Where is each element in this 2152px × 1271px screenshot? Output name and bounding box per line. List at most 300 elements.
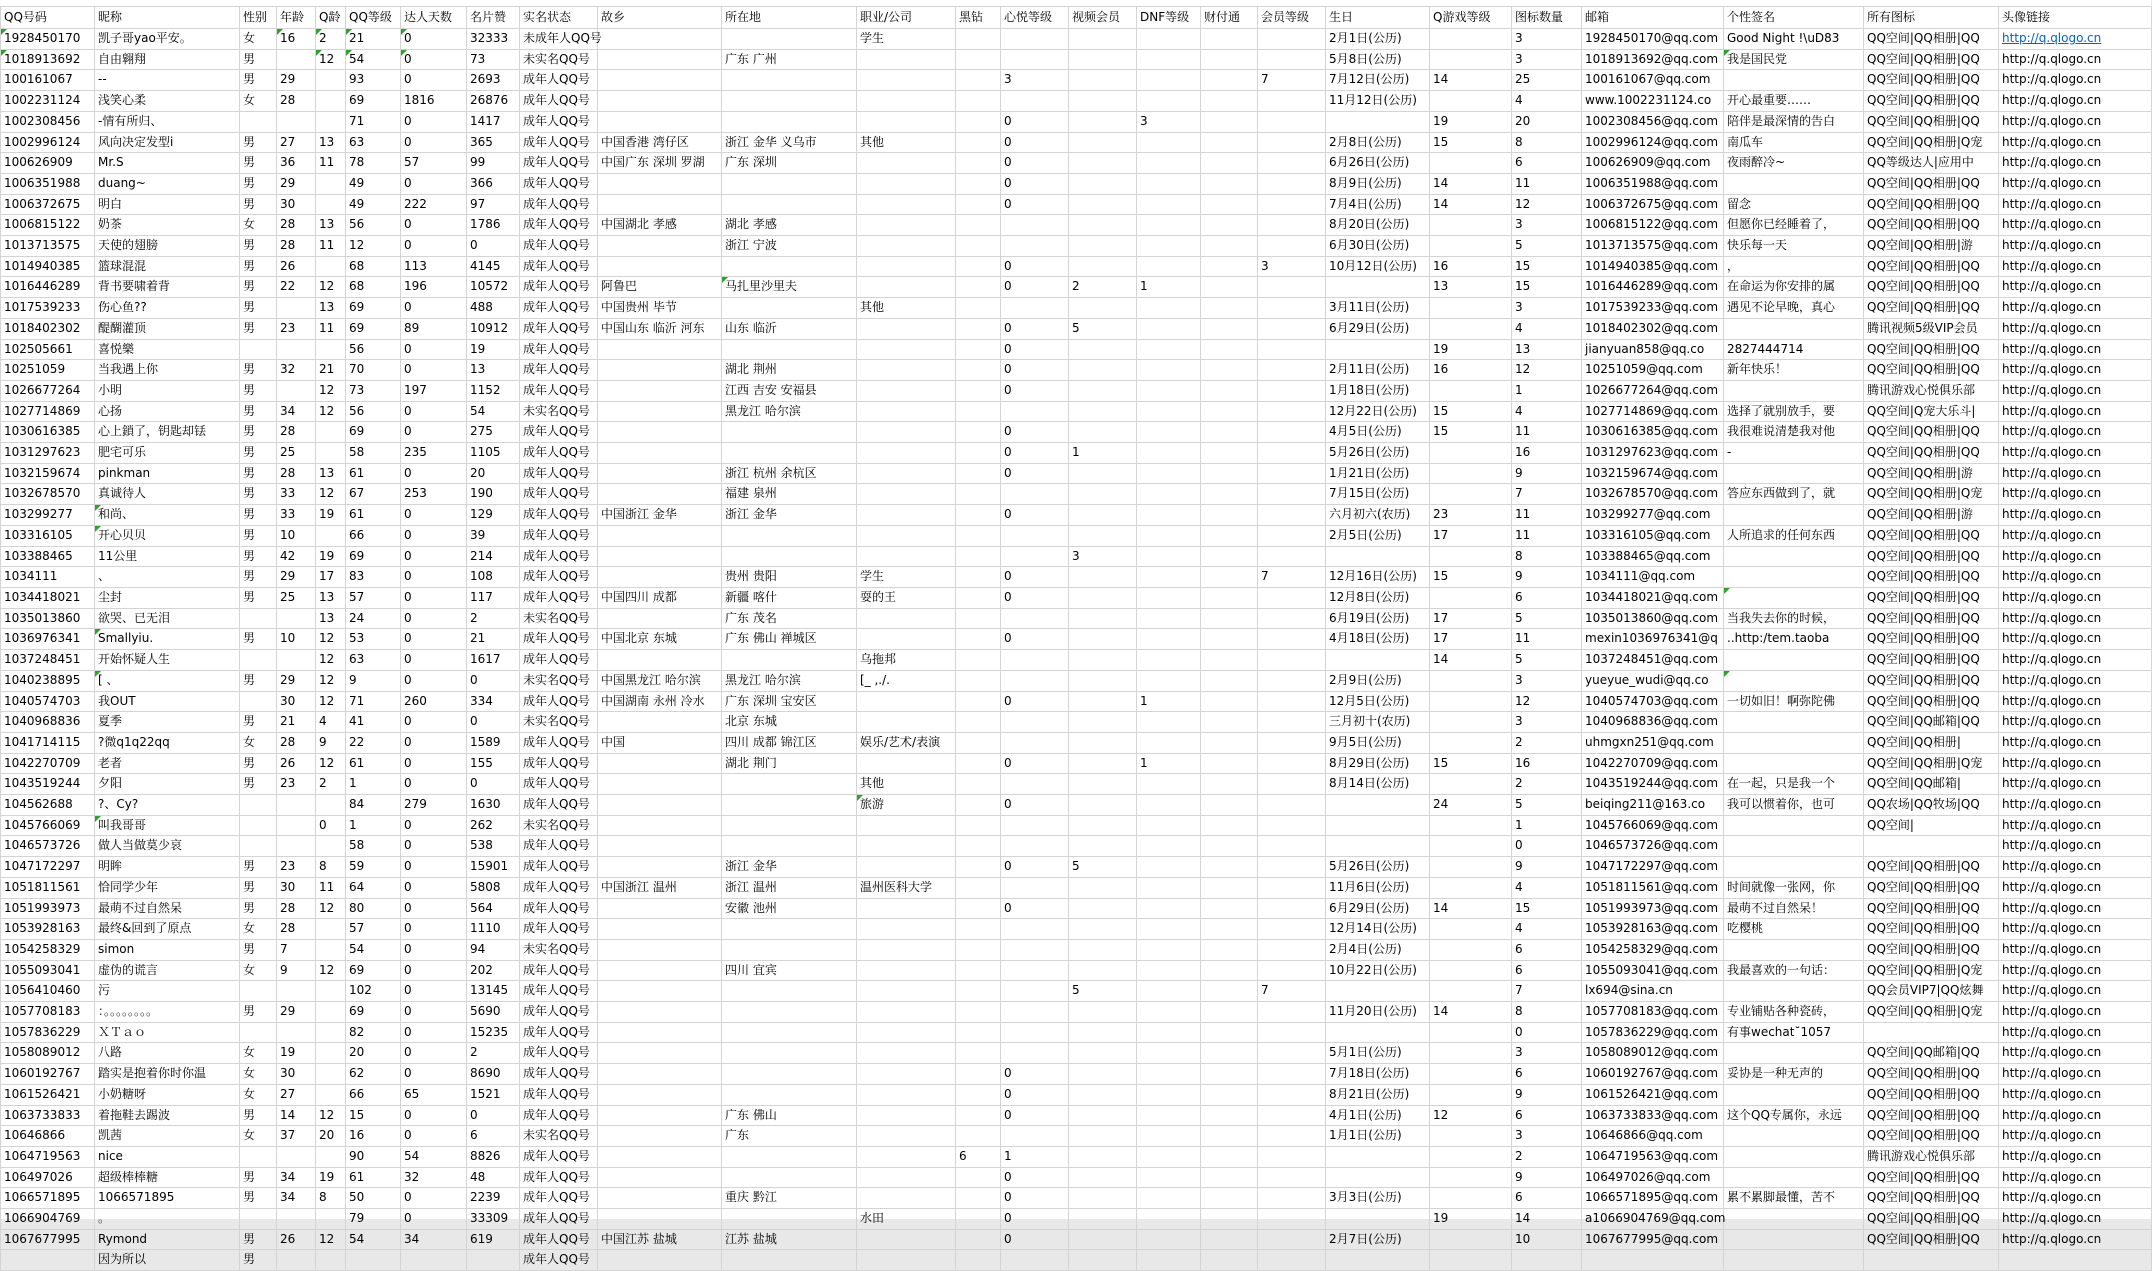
cell-icons[interactable]: QQ空间|QQ相册|QQ [1864,339,1999,360]
cell-location[interactable] [722,173,857,194]
cell-vip[interactable] [1258,49,1326,70]
cell-gender[interactable]: 男 [240,546,277,567]
cell-job[interactable] [857,443,956,464]
cell-avatar[interactable]: http://q.qlogo.cn [1999,691,2152,712]
cell-dnf[interactable] [1137,484,1201,505]
cell-hometown[interactable] [598,256,722,277]
cell-iconcount[interactable]: 12 [1512,194,1582,215]
cell-daren[interactable]: 0 [401,401,467,422]
cell-job[interactable] [857,608,956,629]
cell-video[interactable] [1069,877,1137,898]
cell-age[interactable]: 28 [277,463,316,484]
cell-hometown[interactable] [598,525,722,546]
cell-tenpay[interactable] [1201,401,1258,422]
cell-realname[interactable]: 成年人QQ号 [520,1084,598,1105]
cell-likes[interactable]: 366 [467,173,520,194]
cell-daren[interactable]: 57 [401,153,467,174]
cell-email[interactable]: 1054258329@qq.com [1582,939,1724,960]
cell-level[interactable]: 61 [346,463,401,484]
cell-likes[interactable]: 262 [467,815,520,836]
cell-birthday[interactable]: 8月14日(公历) [1326,774,1430,795]
cell-blackdiamond[interactable] [956,1064,1001,1085]
cell-daren[interactable]: 0 [401,215,467,236]
cell-likes[interactable]: 5690 [467,1002,520,1023]
cell-qage[interactable]: 17 [316,567,346,588]
cell-dnf[interactable] [1137,815,1201,836]
cell-job[interactable] [857,815,956,836]
cell-xinyue[interactable] [1001,215,1069,236]
cell-vip[interactable] [1258,712,1326,733]
cell-nick[interactable]: Mr.S [95,153,240,174]
cell-qgame[interactable] [1430,1229,1512,1250]
cell-location[interactable]: 广东 [722,1126,857,1147]
cell-location[interactable] [722,1002,857,1023]
cell-tenpay[interactable] [1201,91,1258,112]
cell-daren[interactable]: 0 [401,587,467,608]
cell-video[interactable] [1069,380,1137,401]
cell-tenpay[interactable] [1201,1084,1258,1105]
cell-qgame[interactable]: 16 [1430,360,1512,381]
cell-realname[interactable]: 成年人QQ号 [520,215,598,236]
cell-gender[interactable]: 男 [240,567,277,588]
column-header-icons[interactable]: 所有图标 [1864,7,1999,29]
cell-realname[interactable]: 成年人QQ号 [520,1043,598,1064]
cell-vip[interactable] [1258,525,1326,546]
cell-level[interactable]: 70 [346,360,401,381]
cell-job[interactable] [857,422,956,443]
cell-vip[interactable] [1258,111,1326,132]
cell-qage[interactable]: 12 [316,629,346,650]
cell-vip[interactable] [1258,732,1326,753]
cell-job[interactable] [857,898,956,919]
cell-qgame[interactable] [1430,215,1512,236]
cell-video[interactable] [1069,173,1137,194]
cell-gender[interactable]: 男 [240,629,277,650]
cell-video[interactable] [1069,815,1137,836]
cell-hometown[interactable] [598,484,722,505]
cell-location[interactable]: 黑龙江 哈尔滨 [722,670,857,691]
cell-video[interactable] [1069,732,1137,753]
cell-daren[interactable]: 0 [401,525,467,546]
cell-iconcount[interactable]: 7 [1512,484,1582,505]
cell-hometown[interactable] [598,360,722,381]
cell-video[interactable] [1069,401,1137,422]
cell-age[interactable]: 28 [277,236,316,257]
cell-hometown[interactable] [598,567,722,588]
cell-icons[interactable]: QQ空间|QQ相册|QQ [1864,1105,1999,1126]
cell-daren[interactable]: 0 [401,1064,467,1085]
cell-iconcount[interactable] [1512,1250,1582,1271]
cell-dnf[interactable]: 3 [1137,111,1201,132]
cell-tenpay[interactable] [1201,360,1258,381]
cell-location[interactable]: 浙江 杭州 余杭区 [722,463,857,484]
cell-qq[interactable]: 1051993973 [1,898,95,919]
cell-qage[interactable]: 13 [316,215,346,236]
cell-realname[interactable]: 成年人QQ号 [520,1105,598,1126]
cell-blackdiamond[interactable] [956,49,1001,70]
cell-signature[interactable] [1724,712,1864,733]
cell-iconcount[interactable]: 5 [1512,650,1582,671]
cell-avatar[interactable]: http://q.qlogo.cn [1999,1043,2152,1064]
cell-level[interactable]: 73 [346,380,401,401]
cell-birthday[interactable]: 8月29日(公历) [1326,753,1430,774]
cell-icons[interactable]: QQ空间|QQ相册|QQ [1864,629,1999,650]
cell-qage[interactable] [316,422,346,443]
cell-hometown[interactable] [598,463,722,484]
cell-hometown[interactable] [598,1250,722,1271]
cell-job[interactable]: 其他 [857,298,956,319]
cell-qage[interactable] [316,1146,346,1167]
cell-nick[interactable]: 凯子哥yao平安。 [95,29,240,50]
cell-video[interactable] [1069,650,1137,671]
cell-gender[interactable]: 男 [240,857,277,878]
cell-realname[interactable]: 成年人QQ号 [520,1209,598,1230]
cell-signature[interactable] [1724,1250,1864,1271]
cell-icons[interactable]: QQ空间|QQ相册|QQ [1864,919,1999,940]
cell-location[interactable]: 福建 泉州 [722,484,857,505]
column-header-daren[interactable]: 达人天数 [401,7,467,29]
cell-signature[interactable] [1724,836,1864,857]
cell-icons[interactable]: QQ空间|QQ相册|QQ [1864,650,1999,671]
cell-gender[interactable]: 男 [240,422,277,443]
cell-hometown[interactable] [598,1105,722,1126]
cell-iconcount[interactable]: 6 [1512,939,1582,960]
cell-tenpay[interactable] [1201,546,1258,567]
cell-qage[interactable]: 12 [316,484,346,505]
cell-gender[interactable] [240,836,277,857]
cell-avatar[interactable]: http://q.qlogo.cn [1999,732,2152,753]
cell-xinyue[interactable]: 0 [1001,360,1069,381]
cell-email[interactable]: 1018402302@qq.com [1582,318,1724,339]
cell-age[interactable] [277,298,316,319]
cell-signature[interactable]: 当我失去你的时候， [1724,608,1864,629]
cell-qage[interactable]: 8 [316,857,346,878]
cell-qq[interactable]: 1056410460 [1,981,95,1002]
cell-job[interactable] [857,525,956,546]
cell-email[interactable]: 1040968836@qq.com [1582,712,1724,733]
cell-qage[interactable]: 2 [316,774,346,795]
cell-location[interactable] [722,1064,857,1085]
cell-location[interactable] [722,70,857,91]
cell-signature[interactable]: 人所追求的任何东西 [1724,525,1864,546]
cell-nick[interactable]: 心上鎖了，钥匙却铥 [95,422,240,443]
cell-birthday[interactable]: 8月20日(公历) [1326,215,1430,236]
cell-iconcount[interactable]: 11 [1512,629,1582,650]
cell-birthday[interactable] [1326,650,1430,671]
cell-email[interactable]: 1017539233@qq.com [1582,298,1724,319]
cell-gender[interactable]: 男 [240,525,277,546]
cell-gender[interactable]: 男 [240,1229,277,1250]
cell-signature[interactable] [1724,1084,1864,1105]
cell-qq[interactable]: 1058089012 [1,1043,95,1064]
cell-email[interactable]: uhmgxn251@qq.com [1582,732,1724,753]
cell-qq[interactable]: 1063733833 [1,1105,95,1126]
cell-hometown[interactable] [598,836,722,857]
cell-signature[interactable]: Good Night !\uD83 [1724,29,1864,50]
cell-hometown[interactable] [598,29,722,50]
cell-birthday[interactable]: 4月1日(公历) [1326,1105,1430,1126]
cell-gender[interactable]: 男 [240,1167,277,1188]
cell-video[interactable] [1069,484,1137,505]
cell-qage[interactable]: 12 [316,691,346,712]
cell-daren[interactable]: 0 [401,670,467,691]
cell-video[interactable]: 2 [1069,277,1137,298]
cell-xinyue[interactable] [1001,1126,1069,1147]
cell-level[interactable]: 66 [346,525,401,546]
cell-daren[interactable]: 1816 [401,91,467,112]
cell-video[interactable] [1069,525,1137,546]
cell-blackdiamond[interactable] [956,422,1001,443]
cell-qage[interactable] [316,70,346,91]
cell-xinyue[interactable]: 0 [1001,1064,1069,1085]
cell-age[interactable]: 30 [277,194,316,215]
cell-daren[interactable]: 65 [401,1084,467,1105]
cell-qgame[interactable]: 19 [1430,111,1512,132]
cell-age[interactable]: 14 [277,1105,316,1126]
cell-qq[interactable]: 1051811561 [1,877,95,898]
cell-likes[interactable]: 1152 [467,380,520,401]
cell-realname[interactable]: 成年人QQ号 [520,919,598,940]
cell-vip[interactable] [1258,650,1326,671]
cell-nick[interactable]: 肥宅可乐 [95,443,240,464]
cell-email[interactable]: 1006372675@qq.com [1582,194,1724,215]
cell-tenpay[interactable] [1201,877,1258,898]
cell-dnf[interactable] [1137,194,1201,215]
cell-icons[interactable]: QQ空间|QQ相册|QQ [1864,877,1999,898]
cell-realname[interactable]: 成年人QQ号 [520,857,598,878]
cell-daren[interactable]: 32 [401,1167,467,1188]
cell-level[interactable]: 24 [346,608,401,629]
cell-level[interactable]: 82 [346,1022,401,1043]
cell-email[interactable]: 1035013860@qq.com [1582,608,1724,629]
cell-age[interactable]: 10 [277,629,316,650]
cell-hometown[interactable]: 阿鲁巴 [598,277,722,298]
cell-hometown[interactable] [598,236,722,257]
cell-blackdiamond[interactable] [956,1043,1001,1064]
cell-qq[interactable]: 103388465 [1,546,95,567]
cell-video[interactable] [1069,1250,1137,1271]
cell-icons[interactable]: QQ空间|QQ邮箱|QQ [1864,1043,1999,1064]
cell-birthday[interactable]: 7月12日(公历) [1326,70,1430,91]
cell-level[interactable]: 1 [346,815,401,836]
cell-likes[interactable]: 48 [467,1167,520,1188]
cell-birthday[interactable] [1326,815,1430,836]
cell-gender[interactable]: 男 [240,670,277,691]
cell-iconcount[interactable]: 9 [1512,1167,1582,1188]
cell-email[interactable]: 1066571895@qq.com [1582,1188,1724,1209]
cell-vip[interactable] [1258,132,1326,153]
cell-nick[interactable]: 污 [95,981,240,1002]
cell-email[interactable]: 1063733833@qq.com [1582,1105,1724,1126]
cell-birthday[interactable]: 6月26日(公历) [1326,153,1430,174]
cell-icons[interactable]: QQ空间|QQ相册|QQ [1864,29,1999,50]
cell-qq[interactable]: 1014940385 [1,256,95,277]
cell-nick[interactable]: ＸＴａｏ [95,1022,240,1043]
cell-realname[interactable]: 成年人QQ号 [520,91,598,112]
cell-xinyue[interactable]: 0 [1001,505,1069,526]
cell-age[interactable]: 26 [277,753,316,774]
cell-signature[interactable]: 最萌不过自然呆！ [1724,898,1864,919]
cell-vip[interactable] [1258,1064,1326,1085]
cell-nick[interactable]: 篮球混混 [95,256,240,277]
cell-qq[interactable]: 1055093041 [1,960,95,981]
cell-likes[interactable]: 108 [467,567,520,588]
cell-xinyue[interactable] [1001,1250,1069,1271]
cell-location[interactable]: 安徽 池州 [722,898,857,919]
cell-icons[interactable]: QQ空间|QQ相册|Q宠 [1864,960,1999,981]
cell-email[interactable]: jianyuan858@qq.co [1582,339,1724,360]
cell-xinyue[interactable] [1001,401,1069,422]
cell-gender[interactable] [240,1209,277,1230]
cell-xinyue[interactable]: 0 [1001,194,1069,215]
cell-avatar[interactable]: http://q.qlogo.cn [1999,463,2152,484]
cell-icons[interactable]: QQ空间|QQ邮箱| [1864,774,1999,795]
cell-vip[interactable] [1258,1084,1326,1105]
cell-tenpay[interactable] [1201,111,1258,132]
cell-blackdiamond[interactable] [956,732,1001,753]
cell-avatar[interactable]: http://q.qlogo.cn [1999,587,2152,608]
cell-nick[interactable]: 明白 [95,194,240,215]
cell-xinyue[interactable]: 0 [1001,339,1069,360]
cell-blackdiamond[interactable] [956,774,1001,795]
cell-hometown[interactable] [598,422,722,443]
cell-birthday[interactable]: 4月18日(公历) [1326,629,1430,650]
cell-likes[interactable]: 1589 [467,732,520,753]
cell-dnf[interactable] [1137,173,1201,194]
cell-job[interactable] [857,1146,956,1167]
cell-qq[interactable]: 1017539233 [1,298,95,319]
cell-iconcount[interactable]: 2 [1512,1146,1582,1167]
cell-tenpay[interactable] [1201,939,1258,960]
cell-tenpay[interactable] [1201,484,1258,505]
cell-nick[interactable]: 我OUT [95,691,240,712]
cell-daren[interactable]: 0 [401,1188,467,1209]
cell-tenpay[interactable] [1201,1188,1258,1209]
cell-realname[interactable]: 成年人QQ号 [520,650,598,671]
cell-job[interactable]: 水田 [857,1209,956,1230]
cell-vip[interactable] [1258,670,1326,691]
cell-blackdiamond[interactable] [956,836,1001,857]
cell-location[interactable] [722,339,857,360]
cell-qq[interactable]: 1032159674 [1,463,95,484]
cell-avatar[interactable]: http://q.qlogo.cn [1999,111,2152,132]
cell-iconcount[interactable]: 3 [1512,670,1582,691]
cell-blackdiamond[interactable] [956,629,1001,650]
cell-tenpay[interactable] [1201,670,1258,691]
cell-location[interactable]: 浙江 金华 [722,857,857,878]
cell-qgame[interactable] [1430,981,1512,1002]
cell-icons[interactable]: QQ空间|QQ相册|QQ [1864,1229,1999,1250]
cell-location[interactable] [722,422,857,443]
cell-email[interactable]: 1053928163@qq.com [1582,919,1724,940]
cell-icons[interactable]: QQ空间|QQ相册|QQ [1864,1126,1999,1147]
cell-iconcount[interactable]: 1 [1512,815,1582,836]
cell-level[interactable]: 69 [346,422,401,443]
cell-avatar[interactable]: http://q.qlogo.cn [1999,1022,2152,1043]
cell-qage[interactable] [316,91,346,112]
cell-qage[interactable]: 19 [316,1167,346,1188]
cell-email[interactable]: yueyue_wudi@qq.co [1582,670,1724,691]
cell-hometown[interactable] [598,173,722,194]
cell-qage[interactable]: 2 [316,29,346,50]
cell-qq[interactable]: 1031297623 [1,443,95,464]
cell-level[interactable]: 61 [346,1167,401,1188]
cell-blackdiamond[interactable] [956,484,1001,505]
cell-email[interactable]: lx694@sina.cn [1582,981,1724,1002]
cell-avatar[interactable]: http://q.qlogo.cn [1999,1064,2152,1085]
cell-birthday[interactable]: 5月26日(公历) [1326,857,1430,878]
cell-job[interactable] [857,1043,956,1064]
cell-blackdiamond[interactable] [956,608,1001,629]
cell-gender[interactable]: 男 [240,153,277,174]
cell-xinyue[interactable]: 0 [1001,629,1069,650]
cell-video[interactable] [1069,670,1137,691]
cell-blackdiamond[interactable] [956,1084,1001,1105]
cell-gender[interactable] [240,1022,277,1043]
column-header-signature[interactable]: 个性签名 [1724,7,1864,29]
cell-avatar[interactable]: http://q.qlogo.cn [1999,132,2152,153]
cell-email[interactable]: 1067677995@qq.com [1582,1229,1724,1250]
cell-location[interactable]: 江苏 盐城 [722,1229,857,1250]
cell-nick[interactable]: 心扬 [95,401,240,422]
cell-age[interactable]: 16 [277,29,316,50]
cell-level[interactable]: 61 [346,753,401,774]
cell-vip[interactable] [1258,629,1326,650]
cell-hometown[interactable] [598,339,722,360]
cell-job[interactable] [857,70,956,91]
cell-icons[interactable]: QQ空间|QQ邮箱|QQ [1864,712,1999,733]
cell-qage[interactable] [316,1002,346,1023]
cell-daren[interactable]: 0 [401,712,467,733]
cell-qgame[interactable] [1430,463,1512,484]
cell-iconcount[interactable]: 12 [1512,691,1582,712]
cell-age[interactable]: 29 [277,70,316,91]
cell-likes[interactable]: 365 [467,132,520,153]
cell-qq[interactable]: 1037248451 [1,650,95,671]
cell-blackdiamond[interactable] [956,236,1001,257]
cell-qq[interactable]: 1036976341 [1,629,95,650]
cell-realname[interactable]: 未实名QQ号 [520,712,598,733]
cell-blackdiamond[interactable] [956,525,1001,546]
cell-signature[interactable] [1724,857,1864,878]
cell-icons[interactable]: QQ空间|QQ相册|Q宠 [1864,1002,1999,1023]
cell-birthday[interactable]: 7月15日(公历) [1326,484,1430,505]
cell-qq[interactable]: 1040968836 [1,712,95,733]
cell-gender[interactable]: 女 [240,919,277,940]
cell-hometown[interactable] [598,1188,722,1209]
cell-signature[interactable] [1724,650,1864,671]
cell-realname[interactable]: 成年人QQ号 [520,567,598,588]
cell-likes[interactable]: 275 [467,422,520,443]
cell-blackdiamond[interactable] [956,691,1001,712]
cell-qq[interactable]: 1032678570 [1,484,95,505]
cell-iconcount[interactable]: 0 [1512,1022,1582,1043]
column-header-realname[interactable]: 实名状态 [520,7,598,29]
cell-age[interactable]: 9 [277,960,316,981]
cell-vip[interactable] [1258,505,1326,526]
cell-iconcount[interactable]: 13 [1512,339,1582,360]
cell-age[interactable]: 36 [277,153,316,174]
cell-gender[interactable] [240,795,277,816]
cell-level[interactable]: 69 [346,546,401,567]
cell-vip[interactable] [1258,298,1326,319]
cell-level[interactable]: 93 [346,70,401,91]
cell-qage[interactable]: 13 [316,132,346,153]
cell-signature[interactable]: - [1724,443,1864,464]
cell-avatar[interactable]: http://q.qlogo.cn [1999,877,2152,898]
cell-qgame[interactable]: 12 [1430,1105,1512,1126]
cell-birthday[interactable]: 1月21日(公历) [1326,463,1430,484]
